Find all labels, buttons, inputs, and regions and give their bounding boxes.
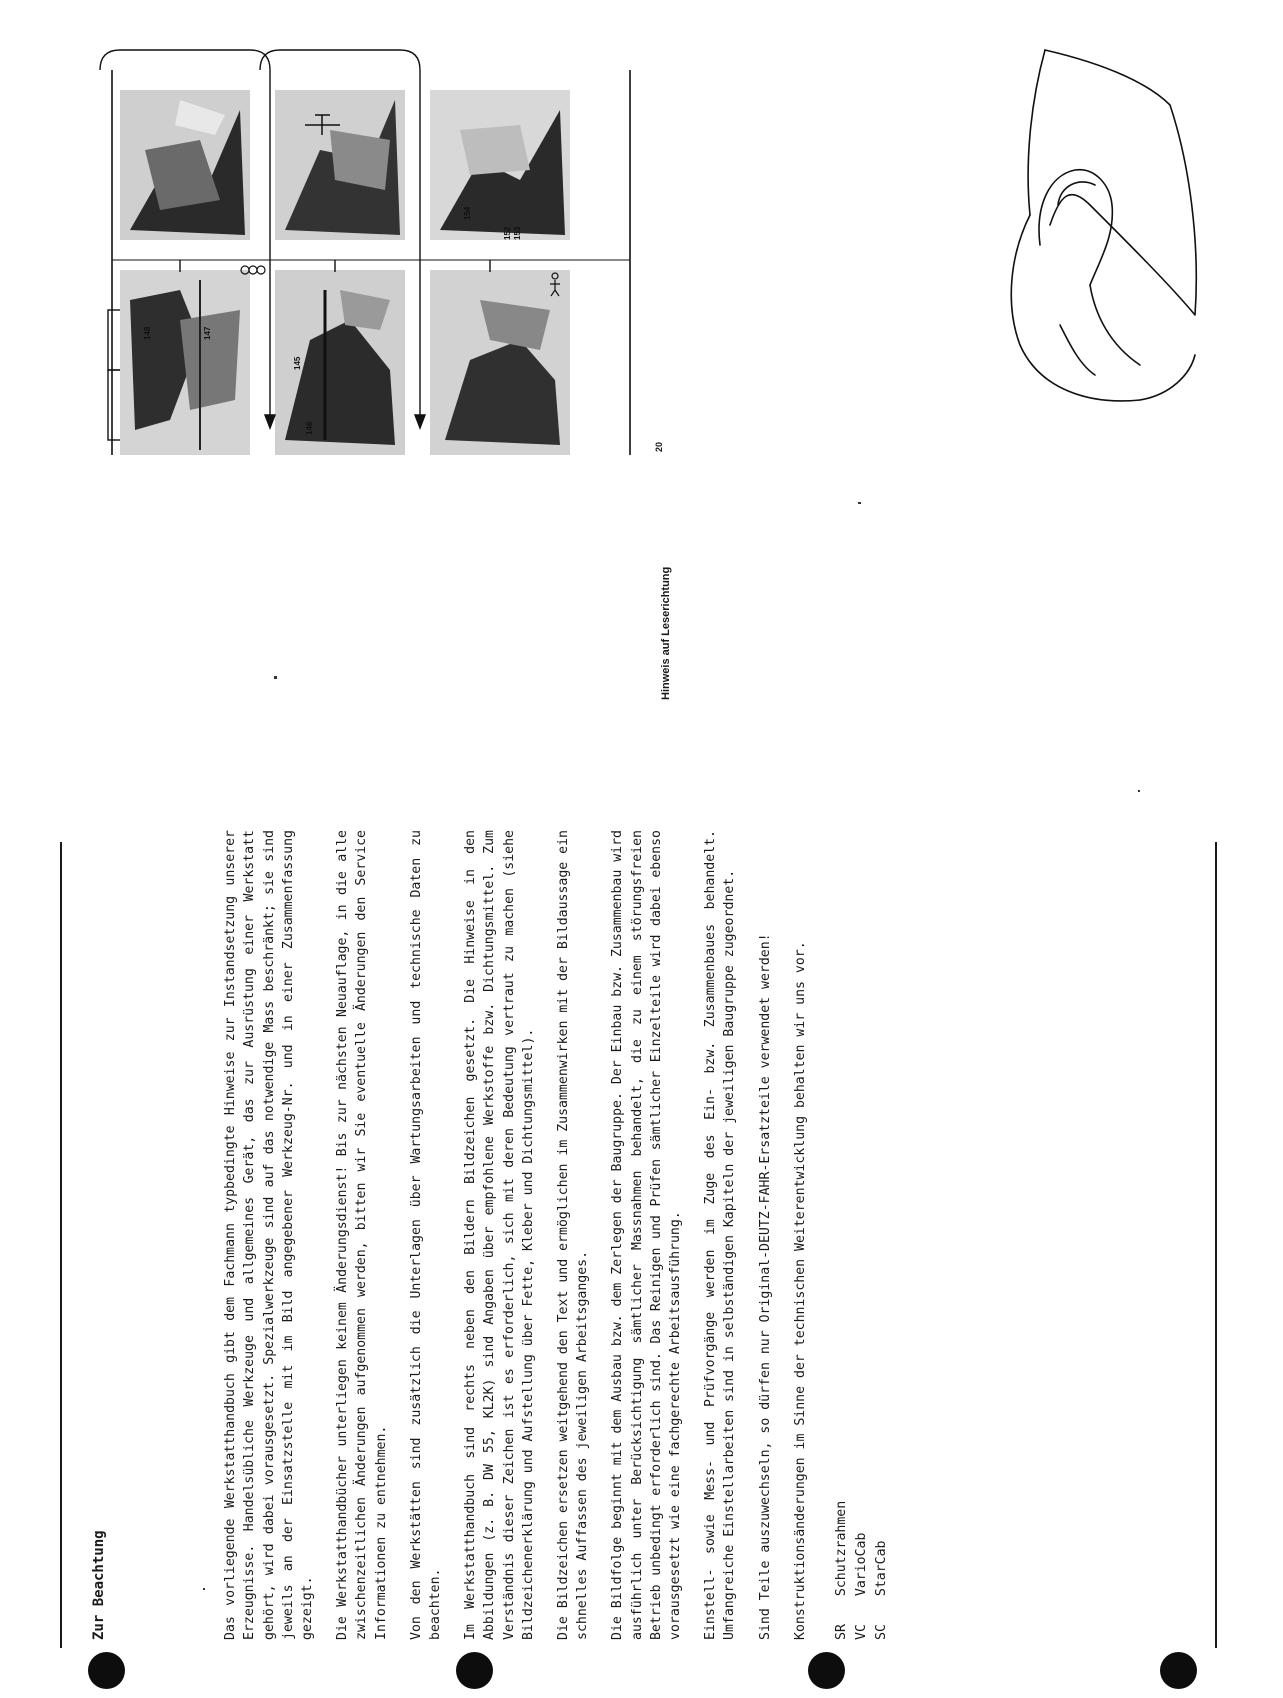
scan-speck (858, 502, 861, 504)
paragraph: Im Werkstatthandbuch sind rechts neben den Bildern Bildzeichen gesetzt. Die Hinweise in den Abbildungen (z. B. DW 55, KL2K) sind Angaben über empfohlene Werkstoffe bzw. Dichtungsmittel. Zum Verständnis dieser Zeichen ist es erforderlich, sich mit deren Bedeutung vertraut zu machen (siehe Bildzeichenerklärung und Aufstellung über Fette, Kleber und Dichtungsmittel). (463, 830, 536, 1640)
page-number: 20 (654, 441, 664, 452)
scan-speck (274, 676, 277, 679)
punch-hole (808, 1652, 845, 1689)
table-row (852, 1473, 872, 1640)
text-page (90, 830, 910, 1640)
photo-panel (430, 90, 570, 240)
abbr-name: Schutzrahmen (834, 1500, 850, 1597)
part-label: 145 (293, 356, 302, 370)
paragraph: Die Werkstatthandbücher unterliegen keinem Änderungsdienst! Bis zur nächsten Neuauflage, in die alle zwischenzeitlichen Änderungen aufgenommen werden, bitten wir Sie eventuelle Änderungen den Service Informationen zu entnehmen. (335, 830, 389, 1640)
abbr-code: SR (834, 1624, 850, 1640)
part-label: 147 (203, 326, 212, 340)
part-label: 146 (305, 421, 314, 435)
abbr-name: VarioCab (854, 1532, 870, 1597)
abbr-code: VC (854, 1624, 870, 1640)
bottom-rule (1215, 842, 1217, 1648)
paragraph: Von den Werkstätten sind zusätzlich die Unterlagen über Wartungsarbeiten und technische Daten zu beachten. (408, 830, 444, 1640)
table-row (872, 1473, 892, 1640)
hand-turning-page-illustration (1000, 45, 1250, 415)
part-label: 153 (513, 226, 522, 240)
punch-hole (88, 1652, 125, 1689)
part-label: 152 (503, 226, 512, 240)
paragraph: Sind Teile auszuwechseln, so dürfen nur Original-DEUTZ-FAHR-Ersatzteile verwendet werden! (757, 933, 773, 1640)
abbr-code: SC (874, 1624, 890, 1640)
paragraph: Die Bildzeichen ersetzen weitgehend den Text und ermöglichen im Zusammenwirken mit der Bildaussage ein schnelles Auffassen des jeweiligen Arbeitsganges. (556, 830, 591, 1640)
scan-speck (203, 1588, 205, 1590)
paragraph: Konstruktionsänderungen im Sinne der technischen Weiterentwicklung behalten wir uns vor. (792, 941, 808, 1640)
photo-panel (120, 270, 250, 455)
photo-panel (120, 90, 250, 240)
part-label: 148 (143, 326, 152, 340)
punch-hole (1160, 1652, 1197, 1689)
punch-hole (456, 1652, 493, 1689)
reading-direction-label: Hinweis auf Leserichtung (660, 566, 672, 700)
section-title: Zur Beachtung (91, 1530, 107, 1640)
photo-panel (430, 270, 570, 455)
paragraph: Einstell- sowie Mess- und Prüfvorgänge werden im Zuge des Ein- bzw. Zusammenbaues behandelt. Umfangreiche Einstellarbeiten sind in selbständigen Kapiteln der jeweiligen Baugruppe zugeordnet. (703, 830, 738, 1640)
paragraph: Das vorliegende Werkstatthandbuch gibt dem Fachmann typbedingte Hinweise zur Instandsetzung unserer Erzeugnisse. Handelsübliche Werkzeuge und allgemeines Gerät, das zur Ausrüstung einer Werkstatt gehört, wird dabei vorausgesetzt. Spezialwerkzeuge sind auf das notwendige Mass beschränkt; sie sind jeweils an der Einsatzstelle mit im Bild angegebener Werkzeug-Nr. und in einer Zusammenfassung gezeigt. (223, 830, 316, 1640)
photo-panel (275, 90, 405, 240)
abbr-name: StarCab (874, 1540, 890, 1597)
part-label: 154 (463, 206, 472, 220)
paragraph: Die Bildfolge beginnt mit dem Ausbau bzw. dem Zerlegen der Baugruppe. Der Einbau bzw. Zusammenbau wird ausführlich unter Berücksichtigung sämtlicher Massnahmen behandelt, die zu einem störungsfreien Betrieb unbedingt erforderlich sind. Das Reinigen und Prüfen sämtlicher Einzelteile wird dabei ebenso vorausgesetzt wie eine fachgerechte Arbeitsausführung. (610, 830, 684, 1640)
table-row (832, 1473, 852, 1640)
top-rule (60, 842, 62, 1648)
scan-speck (1138, 790, 1140, 792)
example-figure-page (50, 40, 650, 460)
abbreviation-table (832, 1473, 892, 1640)
